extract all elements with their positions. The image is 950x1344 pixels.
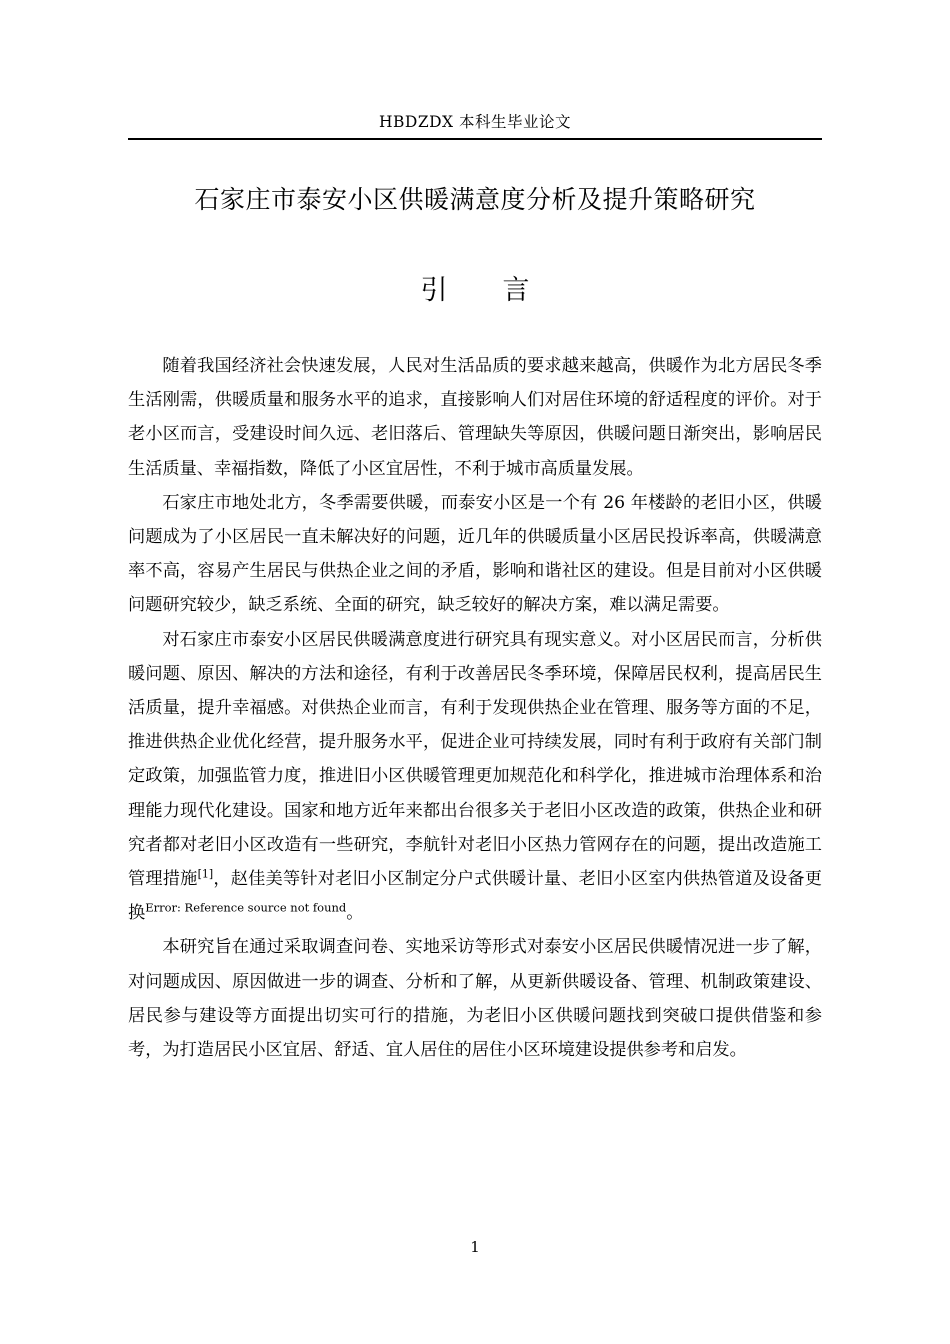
running-header-text: HBDZDX 本科生毕业论文 bbox=[379, 113, 571, 131]
paragraph-3 bbox=[128, 623, 822, 931]
paragraph-3-text-middle: ，赵佳美等针对老旧小区制定分户式供暖计量、老旧小区室内供热管道及设备更换 bbox=[128, 869, 822, 924]
document-content bbox=[128, 170, 822, 1067]
paragraph-1: 随着我国经济社会快速发展，人民对生活品质的要求越来越高，供暖作为北方居民冬季生活刚需，供暖质量和服务水平的追求，直接影响人们对居住环境的舒适程度的评价。对于老小区而言，受建设时间久远、老旧落后、管理缺失等原因，供暖问题日渐突出，影响居民生活质量、幸福指数，降低了小区宜居性，不利于城市高质量发展。 bbox=[128, 356, 822, 479]
paragraph-4: 本研究旨在通过采取调查问卷、实地采访等形式对泰安小区居民供暖情况进一步了解，对问题成因、原因做进一步的调查、分析和了解，从更新供暖设备、管理、机制政策建设、居民参与建设等方面提出切实可行的措施，为老旧小区供暖问题找到突破口提供借鉴和参考，为打造居民小区宜居、舒适、宜人居住的居住小区环境建设提供参考和启发。 bbox=[128, 937, 822, 1061]
page-number: 1 bbox=[470, 1238, 480, 1256]
body-text bbox=[128, 349, 822, 1067]
paragraph-3-text-after: 。 bbox=[346, 903, 364, 924]
header-divider bbox=[128, 138, 822, 140]
page-header bbox=[128, 110, 822, 140]
reference-error-text: Error: Reference source not found bbox=[145, 900, 347, 915]
section-heading: 引 言 bbox=[420, 275, 544, 306]
reference-marker: [1] bbox=[197, 867, 214, 881]
paragraph-2: 石家庄市地处北方，冬季需要供暖，而泰安小区是一个有 26 年楼龄的老旧小区，供暖问题成为了小区居民一直未解决好的问题，近几年的供暖质量小区居民投诉率高，供暖满意率不高，容易产生居民与供热企业之间的矛盾，影响和谐社区的建设。但是目前对小区供暖问题研究较少，缺乏系统、全面的研究，缺乏较好的解决方案，难以满足需要。 bbox=[128, 492, 822, 616]
paragraph-3-text-before-ref: 对石家庄市泰安小区居民供暖满意度进行研究具有现实意义。对小区居民而言，分析供暖问题、原因、解决的方法和途径，有利于改善居民冬季环境，保障居民权利，提高居民生活质量，提升幸福感。对供热企业而言，有利于发现供热企业在管理、服务等方面的不足，推进供热企业优化经营，提升服务水平，促进企业可持续发展，同时有利于政府有关部门制定政策，加强监管力度，推进旧小区供暖管理更加规范化和科学化，推进城市治理体系和治理能力现代化建设。国家和地方近年来都出台很多关于老旧小区改造的政策，供热企业和研究者都对老旧小区改造有一些研究，李航针对老旧小区热力管网存在的问题，提出改造施工管理措施 bbox=[128, 629, 822, 890]
page-title: 石家庄市泰安小区供暖满意度分析及提升策略研究 bbox=[194, 185, 756, 214]
